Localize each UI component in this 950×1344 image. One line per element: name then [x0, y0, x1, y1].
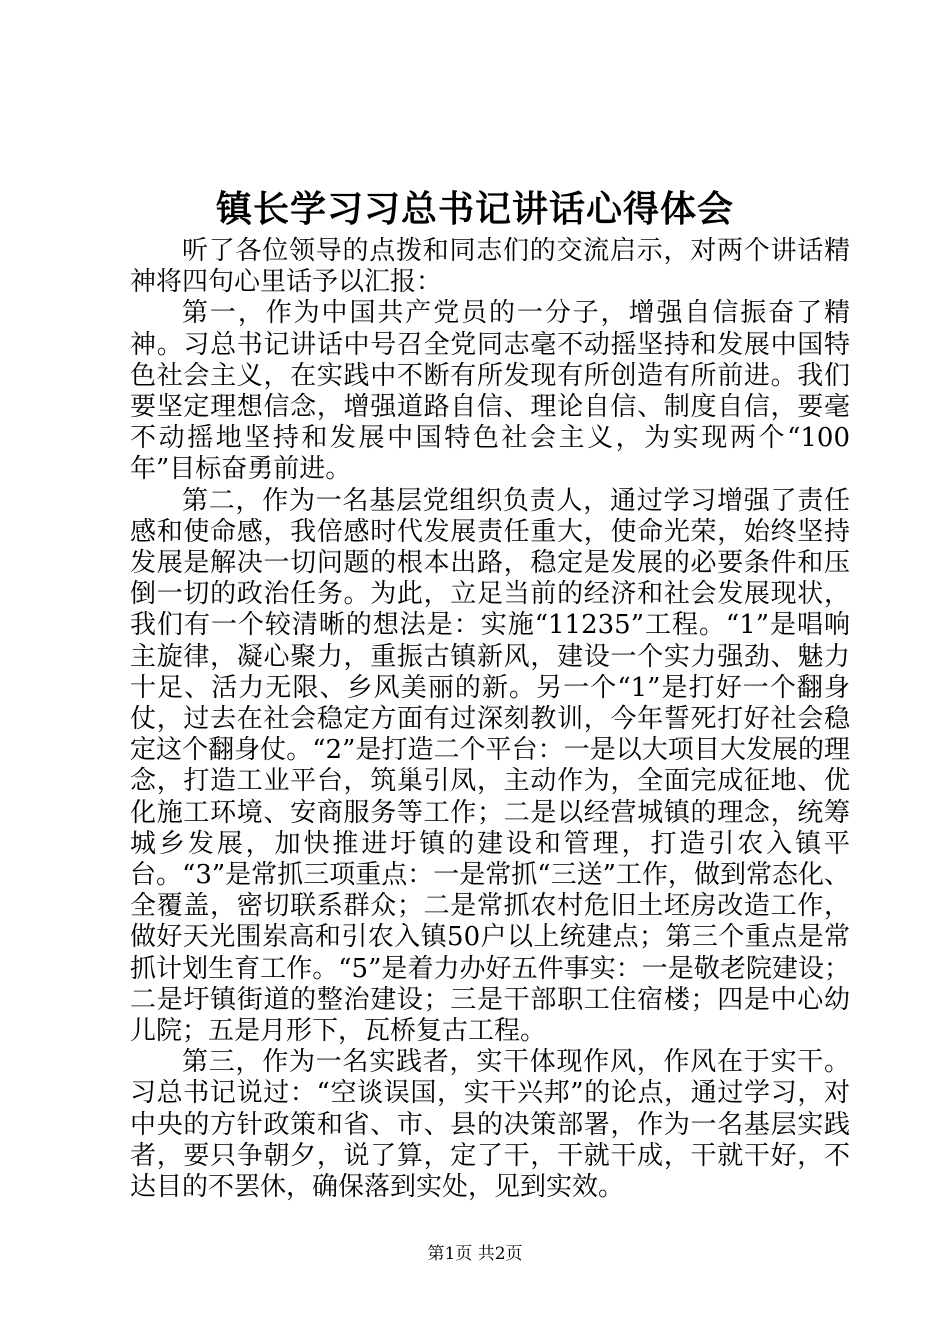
document-body — [130, 236, 850, 1203]
paragraph-third: 第三，作为一名实践者，实干体现作风，作风在于实干。习总书记说过：“空谈误国，实干兴邦”的论点，通过学习，对中央的方针政策和省、市、县的决策部署，作为一名基层实践者，要只争朝夕，说了算，定了干，干就干成，干就干好，不达目的不罢休，确保落到实处，见到实效。 — [130, 1047, 850, 1203]
paragraph-second: 第二，作为一名基层党组织负责人，通过学习增强了责任感和使命感，我倍感时代发展责任重大，使命光荣，始终坚持发展是解决一切问题的根本出路，稳定是发展的必要条件和压倒一切的政治任务。为此，立足当前的经济和社会发展现状，我们有一个较清晰的想法是：实施“11235”工程。“1”是唱响主旋律，凝心聚力，重振古镇新风，建设一个实力强劲、魅力十足、活力无限、乡风美丽的新。另一个“1”是打好一个翻身仗，过去在社会稳定方面有过深刻教训，今年誓死打好社会稳定这个翻身仗。“2”是打造二个平台：一是以大项目大发展的理念，打造工业平台，筑巢引凤，主动作为，全面完成征地、优化施工环境、安商服务等工作；二是以经营城镇的理念，统筹城乡发展，加快推进圩镇的建设和管理，打造引农入镇平台。“3”是常抓三项重点：一是常抓“三送”工作，做到常态化、全覆盖，密切联系群众；二是常抓农村危旧土坯房改造工作，做好天光围岽高和引农入镇50户以上统建点；第三个重点是常抓计划生育工作。“5”是着力办好五件事实：一是敬老院建设；二是圩镇街道的整治建设；三是干部职工住宿楼；四是中心幼儿院；五是月形下，瓦桥复古工程。 — [130, 485, 850, 1047]
paragraph-intro: 听了各位领导的点拨和同志们的交流启示，对两个讲话精神将四句心里话予以汇报： — [130, 236, 850, 298]
paragraph-first: 第一，作为中国共产党员的一分子，增强自信振奋了精神。习总书记讲话中号召全党同志毫不动摇坚持和发展中国特色社会主义，在实践中不断有所发现有所创造有所前进。我们要坚定理想信念，增强道路自信、理论自信、制度自信，要毫不动摇地坚持和发展中国特色社会主义，为实现两个“100年”目标奋勇前进。 — [130, 298, 850, 485]
page-number-footer: 第1页 共2页 — [427, 1244, 523, 1264]
document-title: 镇长学习习总书记讲话心得体会 — [215, 188, 734, 230]
